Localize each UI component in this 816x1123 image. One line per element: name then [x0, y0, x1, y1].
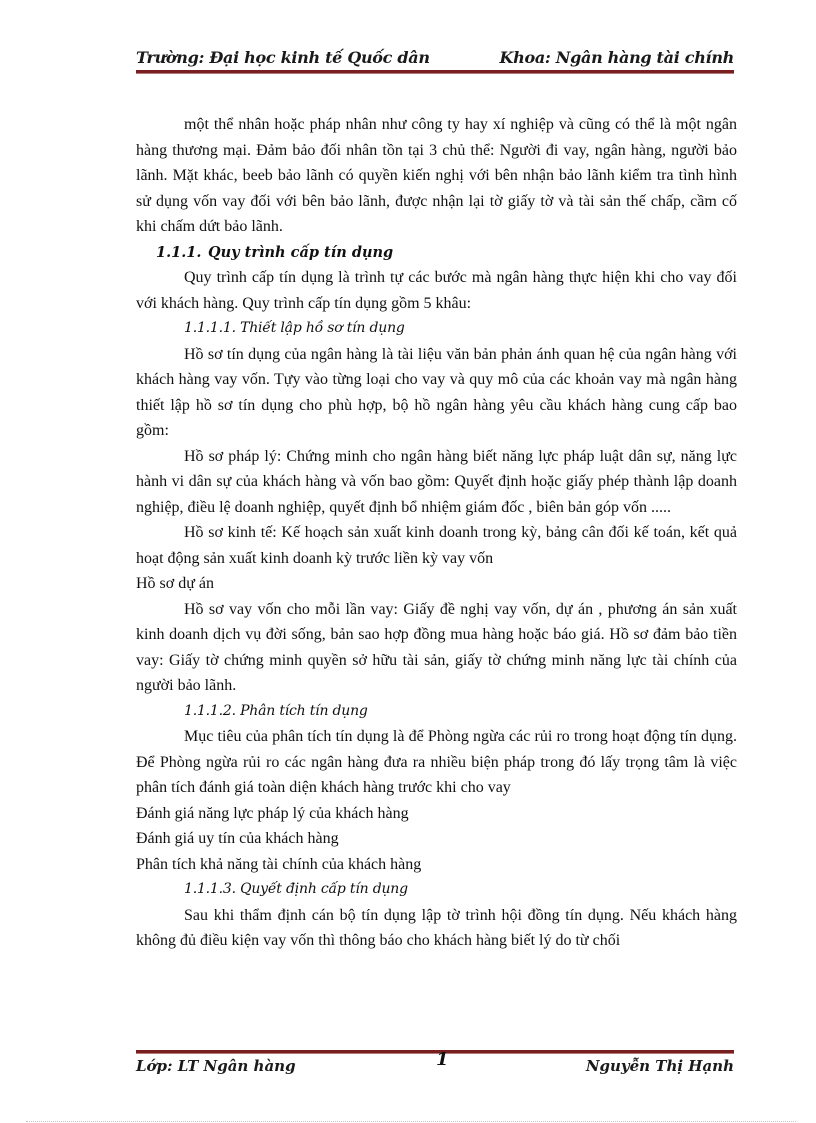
- paragraph: Hồ sơ tín dụng của ngân hàng là tài liệu văn bản phản ánh quan hệ của ngân hàng với khách hàng vay vốn. Tựy vào từng loại cho vay và quy mô của các khoản vay mà ngân hàng thiết lập hồ sơ tín dụng cho phù hợp, bộ hồ ngân hàng yêu cầu khách hàng cung cấp bao gồm:: [136, 345, 737, 439]
- subsection-heading: 1.1.1.3. Quyết định cấp tín dụng: [184, 881, 408, 897]
- footer-rule: [136, 1050, 734, 1054]
- header-school: Trường: Đại học kinh tế Quốc dân: [136, 48, 430, 67]
- list-item: Đánh giá uy tín của khách hàng: [136, 830, 339, 847]
- section-heading: [136, 240, 737, 266]
- paragraph: một thể nhân hoặc pháp nhân như công ty hay xí nghiệp và cũng có thể là một ngân hàng thương mại. Đảm bảo đối nhân tồn tại 3 chủ thể: Người đi vay, ngân hàng, người bảo lãnh. Mặt khác, beeb bảo lãnh có quyền kiến nghị với bên nhận bảo lãnh kiểm tra tình hình sử dụng vốn vay đối với bên bảo lãnh, được nhận lại tờ giấy tờ và tài sản thế chấp, cầm cố khi chấm dứt bảo lãnh.: [136, 116, 737, 235]
- list-item: Đánh giá năng lực pháp lý của khách hàng: [136, 804, 409, 822]
- page-number: 1: [436, 1049, 449, 1070]
- page-edge-divider: [26, 1121, 796, 1122]
- document-body: [136, 112, 737, 954]
- footer-author: Nguyễn Thị Hạnh: [585, 1057, 734, 1075]
- footer-class: Lớp: LT Ngân hàng: [136, 1057, 296, 1075]
- paragraph: Sau khi thẩm định cán bộ tín dụng lập tờ trình hội đồng tín dụng. Nếu khách hàng không đủ điều kiện vay vốn thì thông báo cho khách hàng biết lý do từ chối: [136, 906, 737, 949]
- paragraph: Hồ sơ kinh tế: Kế hoạch sản xuất kinh doanh trong kỳ, bảng cân đối kế toán, kết quả hoạt động sản xuất kinh doanh kỳ trước liền kỳ vay vốn: [136, 524, 737, 567]
- page-header: [136, 48, 734, 68]
- paragraph: Hồ sơ pháp lý: Chứng minh cho ngân hàng biết năng lực pháp luật dân sự, năng lực hành vi dân sự của khách hàng và vốn bao gồm: Quyết định hoặc giấy phép thành lập doanh nghiệp, điều lệ doanh nghiệp, quyết định bổ nhiệm giám đốc , biên bản góp vốn .....: [136, 447, 737, 516]
- header-faculty: Khoa: Ngân hàng tài chính: [499, 48, 734, 67]
- paragraph: Hồ sơ dự án: [136, 575, 215, 592]
- paragraph: Hồ sơ vay vốn cho mỗi lần vay: Giấy đề nghị vay vốn, dự án , phương án sản xuất kinh doanh dịch vụ đời sống, bản sao hợp đồng mua hàng hoặc báo giá. Hồ sơ đảm bảo tiền vay: Giấy tờ chứng minh quyền sở hữu tài sản, giấy tờ chứng minh năng lực tài chính của người bảo lãnh.: [136, 600, 737, 694]
- list-item: Phân tích khả năng tài chính của khách hàng: [136, 855, 422, 873]
- page-footer: [136, 1049, 734, 1077]
- subsection-heading: 1.1.1.2. Phân tích tín dụng: [184, 702, 368, 719]
- paragraph: Mục tiêu của phân tích tín dụng là để Phòng ngừa các rủi ro trong hoạt động tín dụng. Để Phòng ngừa rủi ro các ngân hàng đưa ra nhiều biện pháp trong đó lấy trọng tâm là việc phân tích đánh giá toàn diện khách hàng trước khi cho vay: [136, 728, 737, 796]
- section-title: Quy trình cấp tín dụng: [208, 243, 394, 261]
- paragraph: Quy trình cấp tín dụng là trình tự các bước mà ngân hàng thực hiện khi cho vay đối với khách hàng. Quy trình cấp tín dụng gồm 5 khâu:: [136, 269, 737, 312]
- section-number: 1.1.1.: [156, 243, 202, 261]
- header-rule: [136, 70, 734, 74]
- subsection-heading: 1.1.1.1. Thiết lập hồ sơ tín dụng: [184, 320, 405, 336]
